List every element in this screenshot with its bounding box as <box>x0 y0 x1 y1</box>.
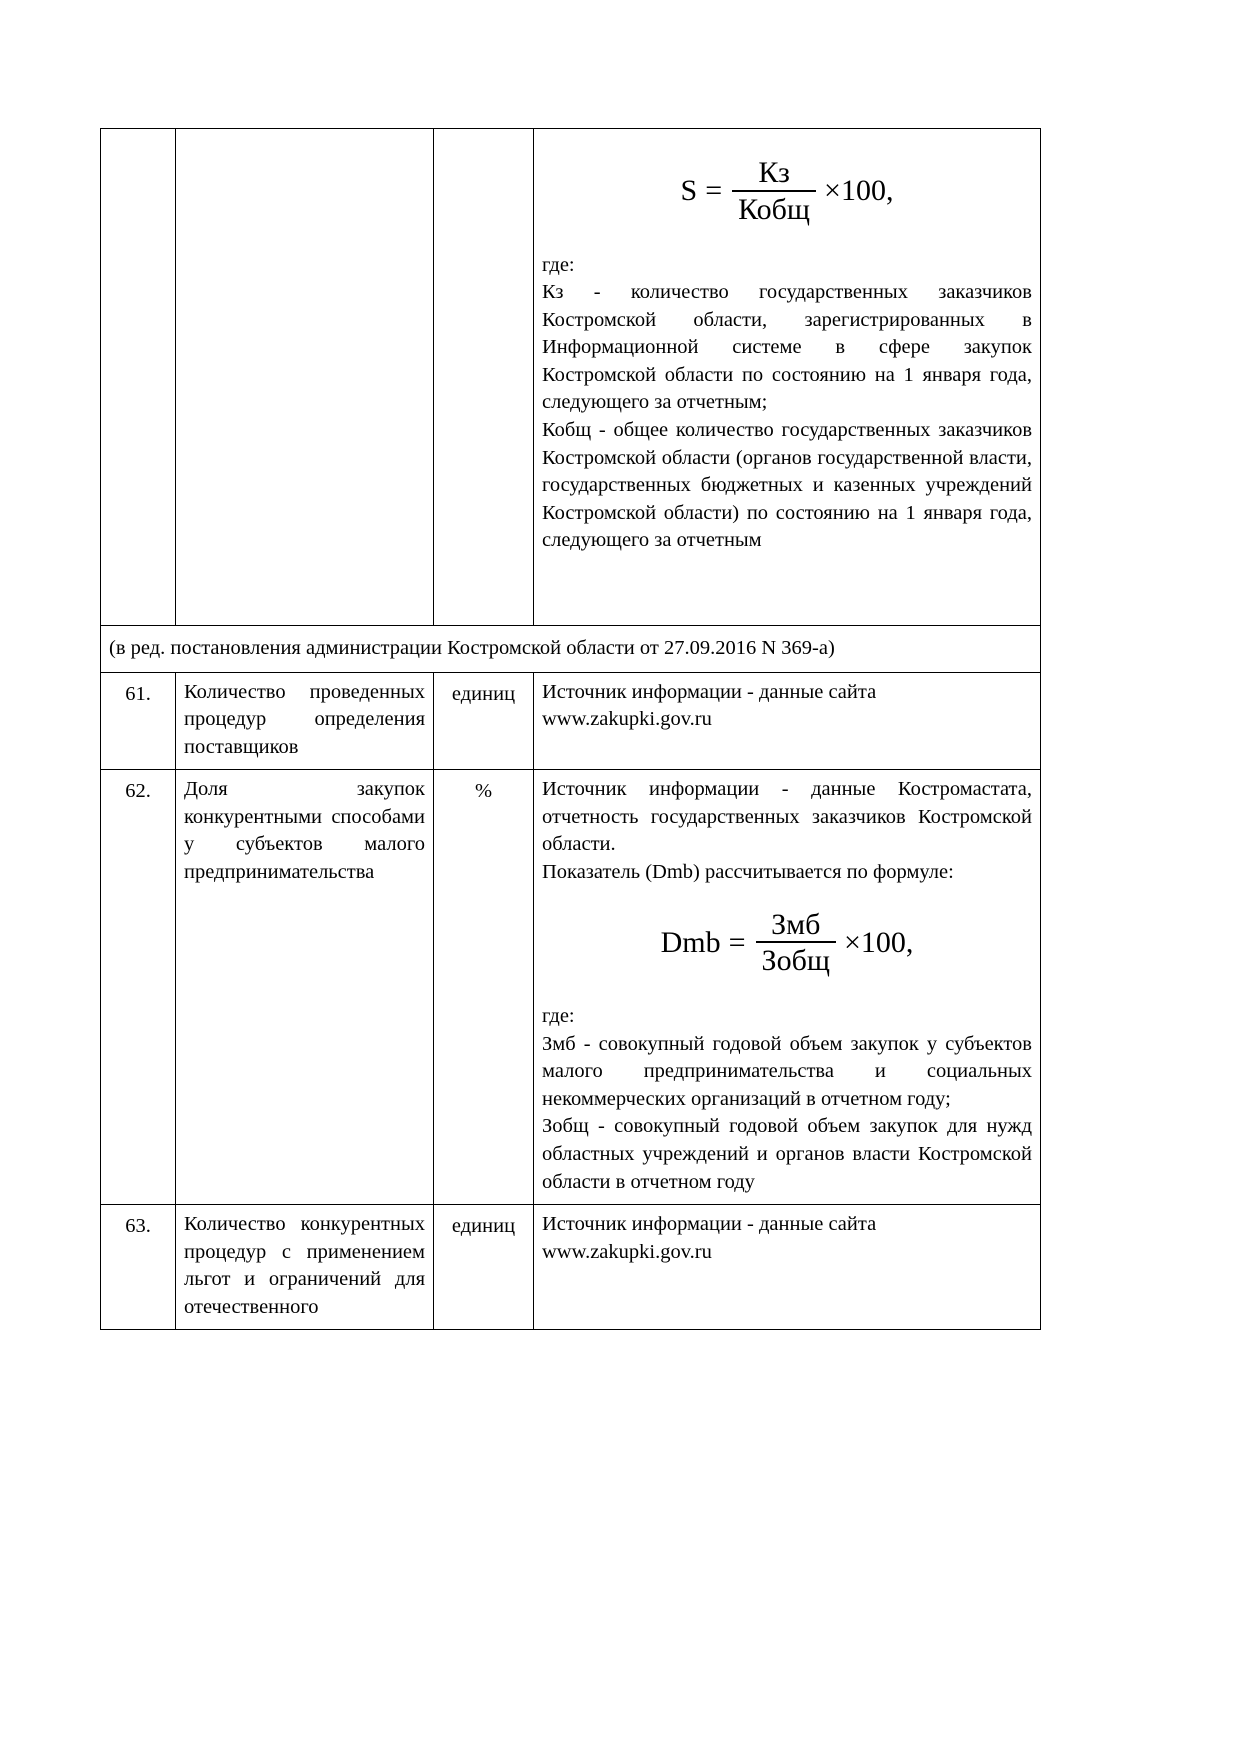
row-number: 63. <box>101 1205 176 1330</box>
formula-dmb-equals: = <box>728 925 746 959</box>
indicator-name: Количество конкурентных процедур с применением льгот и ограничений для отечественного <box>184 1213 425 1318</box>
definition-zmb: Змб - совокупный годовой объем закупок у субъектов малого предпринимательства и социальных некоммерческих организаций в отчетном году; <box>542 1032 1032 1110</box>
indicator-name-cell-empty <box>176 129 434 626</box>
indicators-table <box>100 128 1041 1330</box>
definition-zobsch: Зобщ - совокупный годовой объем закупок для нужд областных учреждений и органов власти Костромской области в отчетном году <box>542 1115 1032 1193</box>
formula-spacer <box>542 236 1032 252</box>
table-row <box>101 770 1041 1205</box>
editorial-note-cell <box>101 626 1041 673</box>
formula-dmb-fraction <box>756 909 836 978</box>
formula-spacer <box>542 987 1032 1003</box>
table-row <box>101 1205 1041 1330</box>
formula-dmb-tail: ×100, <box>843 925 914 959</box>
formula-dmb-lhs: Dmb <box>660 925 721 959</box>
editorial-note-row <box>101 626 1041 673</box>
formula-s-denominator: Кобщ <box>732 190 816 226</box>
unit-value: % <box>434 770 534 1205</box>
indicator-name: Количество проведенных процедур определения поставщиков <box>184 680 425 758</box>
unit-cell-empty <box>434 129 534 626</box>
source-line: Источник информации - данные сайта <box>542 1213 877 1236</box>
unit-value: единиц <box>434 1205 534 1330</box>
formula-dmb <box>542 887 1032 988</box>
source-cell <box>534 770 1041 1205</box>
where-label-dmb: где: <box>542 1005 575 1028</box>
indicator-name-cell <box>176 672 434 770</box>
where-label-top: где: <box>542 253 575 276</box>
indicator-name: Доля закупок конкурентными способами у субъектов малого предпринимательства <box>184 778 425 884</box>
editorial-note-text: (в ред. постановления администрации Костромской области от 27.09.2016 N 369-а) <box>109 637 835 659</box>
source-cell <box>534 1205 1041 1330</box>
source-url: www.zakupki.gov.ru <box>542 1240 712 1263</box>
row-number: 62. <box>101 770 176 1205</box>
formula-s-lhs: S <box>680 174 698 208</box>
formula-s-equals: = <box>705 174 723 208</box>
source-line: Источник информации - данные сайта <box>542 680 877 703</box>
table-row <box>101 672 1041 770</box>
source-cell-continued <box>534 129 1041 626</box>
table-row-continued <box>101 129 1041 626</box>
formula-s-numerator: Кз <box>758 156 790 189</box>
row-number: 61. <box>101 672 176 770</box>
formula-dmb-numerator: Змб <box>771 907 821 941</box>
source-intro-line-2: Показатель (Dmb) рассчитывается по формуле: <box>542 861 954 884</box>
indicator-name-cell <box>176 1205 434 1330</box>
source-cell <box>534 672 1041 770</box>
unit-value: единиц <box>434 672 534 770</box>
indicator-name-cell <box>176 770 434 1205</box>
source-url: www.zakupki.gov.ru <box>542 708 712 731</box>
formula-s-tail: ×100, <box>824 174 894 208</box>
formula-dmb-denominator: Зобщ <box>756 941 836 977</box>
formula-s-fraction <box>732 157 816 226</box>
formula-s <box>542 135 1032 236</box>
source-intro-line-1: Источник информации - данные Костромастата, отчетность государственных заказчиков Костромской области. <box>542 778 1032 856</box>
definition-kz: Кз - количество государственных заказчиков Костромской области, зарегистрированных в Информационной системе в сфере закупок Костромской области по состоянию на 1 января года, следующего за отчетным; <box>542 281 1032 414</box>
row-number-cell-empty <box>101 129 176 626</box>
definition-kobsch: Кобщ - общее количество государственных заказчиков Костромской области (органов государственной власти, государственных бюджетных и казенных учреждений Костромской области) по состоянию на 1 января года, следующего за отчетным <box>542 418 1032 552</box>
